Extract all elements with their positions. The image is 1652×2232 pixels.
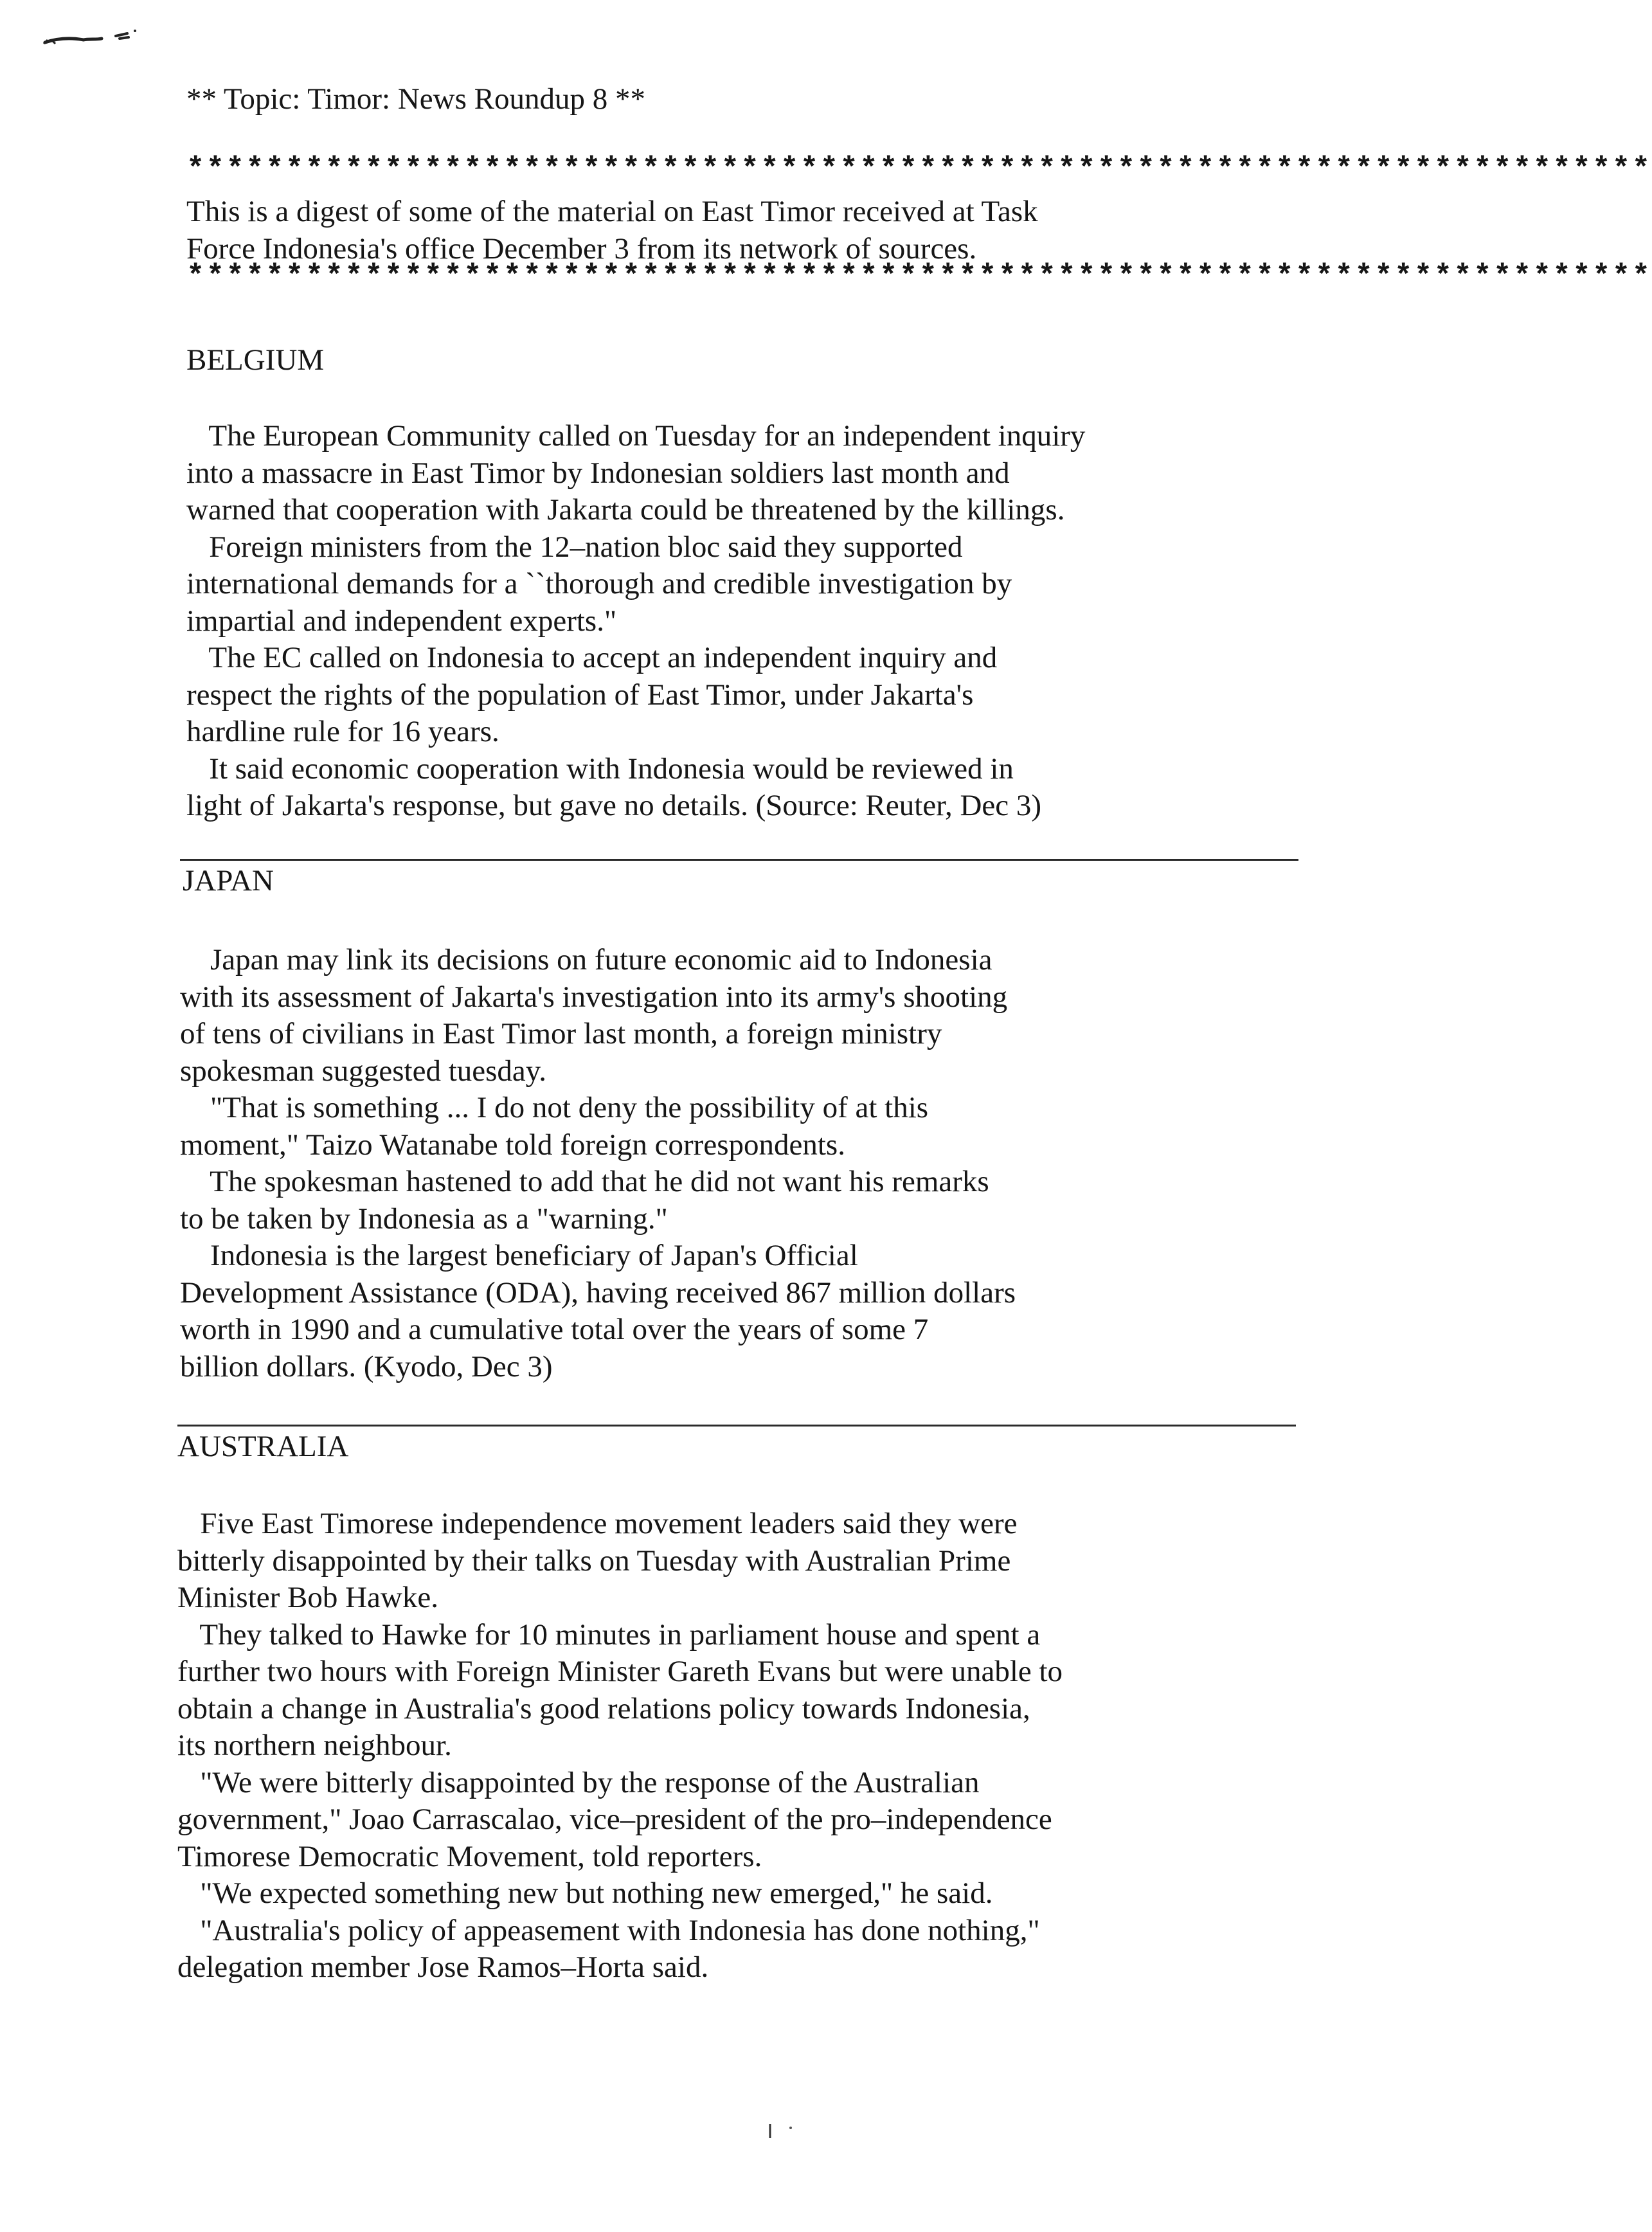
body-line: Foreign ministers from the 12–nation bloc said they supported <box>186 530 963 564</box>
section-body-australia <box>177 1506 1063 1986</box>
body-line: its northern neighbour. <box>177 1729 452 1762</box>
body-line: The EC called on Indonesia to accept an independent inquiry and <box>186 641 998 674</box>
body-line: The spokesman hastened to add that he did not want his remarks <box>180 1165 989 1198</box>
body-line: billion dollars. (Kyodo, Dec 3) <box>180 1349 553 1383</box>
body-line: The European Community called on Tuesday for an independent inquiry <box>186 419 1086 453</box>
body-line: bitterly disappointed by their talks on Tuesday with Australian Prime <box>177 1544 1011 1578</box>
scan-speck-icon <box>764 2119 802 2145</box>
body-line: Development Assistance (ODA), having received 867 million dollars <box>180 1275 1016 1310</box>
body-line: respect the rights of the population of East Timor, under Jakarta's <box>186 678 974 712</box>
body-line: Timorese Democratic Movement, told reporters. <box>177 1839 762 1873</box>
section-body-japan <box>180 942 1016 1385</box>
scan-mark-icon <box>37 24 147 50</box>
intro-paragraph <box>186 193 1038 267</box>
body-line: Japan may link its decisions on future economic aid to Indonesia <box>180 943 992 977</box>
body-line: hardline rule for 16 years. <box>186 715 499 748</box>
body-line: delegation member Jose Ramos–Horta said. <box>177 1950 709 1984</box>
body-line: obtain a change in Australia's good relations policy towards Indonesia, <box>177 1691 1030 1725</box>
intro-line: Force Indonesia's office December 3 from its network of sources. <box>186 232 977 266</box>
body-line: Five East Timorese independence movement leaders said they were <box>177 1507 1018 1540</box>
body-line: further two hours with Foreign Minister Gareth Evans but were unable to <box>177 1655 1063 1688</box>
body-line: to be taken by Indonesia as a "warning." <box>180 1202 668 1236</box>
section-heading-belgium: BELGIUM <box>186 343 325 377</box>
section-heading-australia: AUSTRALIA <box>177 1430 349 1463</box>
body-line: "We expected something new but nothing new emerged," he said. <box>177 1877 993 1910</box>
section-body-belgium <box>186 418 1085 825</box>
body-line: government," Joao Carrascalao, vice–president of the pro–independence <box>177 1803 1052 1836</box>
body-line: "That is something ... I do not deny the possibility of at this <box>180 1091 929 1124</box>
body-line: impartial and independent experts." <box>186 604 617 638</box>
body-line: worth in 1990 and a cumulative total over the years of some 7 <box>180 1313 929 1346</box>
body-line: with its assessment of Jakarta's investigation into its army's shooting <box>180 980 1008 1014</box>
asterisk-divider-bottom: ************************************************************************** <box>186 260 1652 294</box>
body-line: It said economic cooperation with Indonesia would be reviewed in <box>186 752 1014 786</box>
asterisk-divider-top: ************************************************************************** <box>186 153 1652 187</box>
section-divider <box>177 1425 1296 1426</box>
body-line: into a massacre in East Timor by Indonesian soldiers last month and <box>186 456 1010 490</box>
body-line: Minister Bob Hawke. <box>177 1581 438 1614</box>
body-line: They talked to Hawke for 10 minutes in parliament house and spent a <box>177 1617 1041 1652</box>
topic-title: ** Topic: Timor: News Roundup 8 ** <box>186 82 645 116</box>
section-divider <box>180 859 1298 861</box>
intro-line: This is a digest of some of the material on East Timor received at Task <box>186 195 1038 228</box>
body-line: "We were bitterly disappointed by the response of the Australian <box>177 1765 980 1799</box>
body-line: "Australia's policy of appeasement with Indonesia has done nothing," <box>177 1913 1040 1947</box>
body-line: spokesman suggested tuesday. <box>180 1054 546 1088</box>
body-line: international demands for a ``thorough and credible investigation by <box>186 567 1012 600</box>
body-line: of tens of civilians in East Timor last month, a foreign ministry <box>180 1017 942 1050</box>
body-line: warned that cooperation with Jakarta could be threatened by the killings. <box>186 493 1065 526</box>
body-line: light of Jakarta's response, but gave no details. (Source: Reuter, Dec 3) <box>186 789 1042 822</box>
body-line: moment," Taizo Watanabe told foreign correspondents. <box>180 1128 845 1162</box>
body-line: Indonesia is the largest beneficiary of Japan's Official <box>180 1239 858 1272</box>
section-heading-japan: JAPAN <box>183 864 274 897</box>
